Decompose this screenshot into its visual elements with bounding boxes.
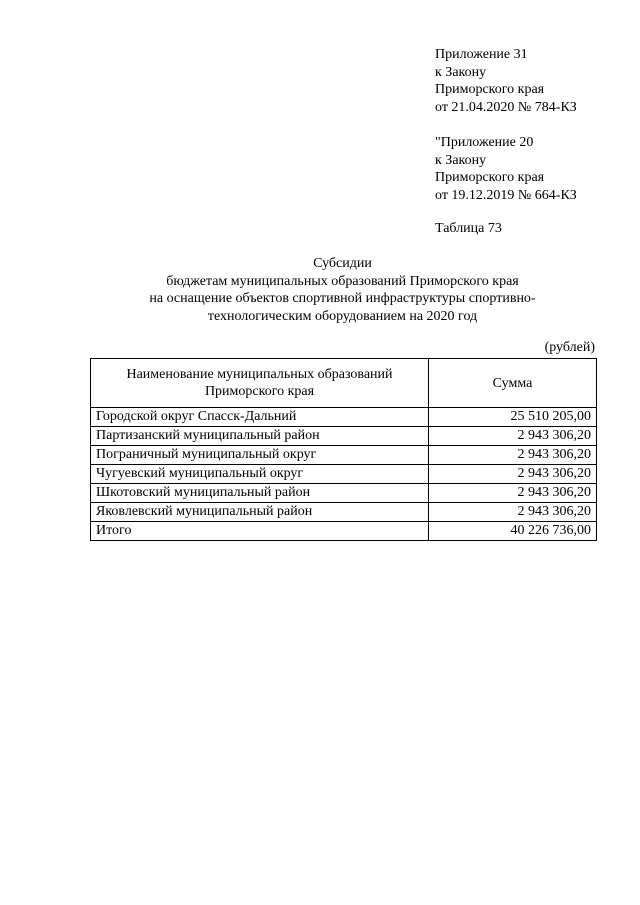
table-header-row — [91, 359, 597, 408]
row-name: Пограничный муниципальный округ — [91, 446, 429, 465]
title-line: бюджетам муниципальных образований Приморского края — [166, 273, 519, 289]
table-row — [91, 484, 597, 503]
annex-current-line: от 21.04.2020 № 784-КЗ — [435, 99, 577, 115]
annex-current-line: Приложение 31 — [435, 47, 528, 62]
total-row — [91, 522, 597, 541]
table-row — [91, 408, 597, 427]
row-sum: 2 943 306,20 — [429, 484, 597, 503]
total-label: Итого — [91, 522, 429, 541]
annex-current-line: к Закону — [435, 64, 487, 80]
annex-original-line: Приморского края — [435, 170, 545, 186]
row-name: Партизанский муниципальный район — [91, 427, 429, 446]
title-line: Субсидии — [313, 256, 372, 271]
table-row — [91, 503, 597, 522]
annex-original-line: к Закону — [435, 152, 487, 168]
annex-current-reference — [435, 46, 577, 116]
table-row — [91, 446, 597, 465]
annex-current-line: Приморского края — [435, 82, 545, 98]
row-sum: 2 943 306,20 — [429, 465, 597, 484]
total-sum: 40 226 736,00 — [429, 522, 597, 541]
row-name: Городской округ Спасск-Дальний — [91, 408, 429, 427]
table-row — [91, 427, 597, 446]
title-line: на оснащение объектов спортивной инфраструктуры спортивно- — [149, 291, 536, 307]
table-row — [91, 465, 597, 484]
document-title — [90, 255, 595, 325]
column-header-name: Наименование муниципальных образований Приморского края — [91, 359, 429, 408]
row-sum: 25 510 205,00 — [429, 408, 597, 427]
row-name: Яковлевский муниципальный район — [91, 503, 429, 522]
subsidy-table — [90, 358, 597, 541]
annex-original-line: "Приложение 20 — [435, 135, 534, 150]
annex-original-reference — [435, 134, 577, 204]
table-number: Таблица 73 — [435, 221, 502, 236]
row-name: Чугуевский муниципальный округ — [91, 465, 429, 484]
row-name: Шкотовский муниципальный район — [91, 484, 429, 503]
annex-original-line: от 19.12.2019 № 664-КЗ — [435, 187, 577, 203]
column-header-sum: Сумма — [429, 359, 597, 408]
row-sum: 2 943 306,20 — [429, 503, 597, 522]
title-line: технологическим оборудованием на 2020 год — [207, 308, 478, 324]
units-label: (рублей) — [544, 340, 595, 355]
row-sum: 2 943 306,20 — [429, 427, 597, 446]
row-sum: 2 943 306,20 — [429, 446, 597, 465]
